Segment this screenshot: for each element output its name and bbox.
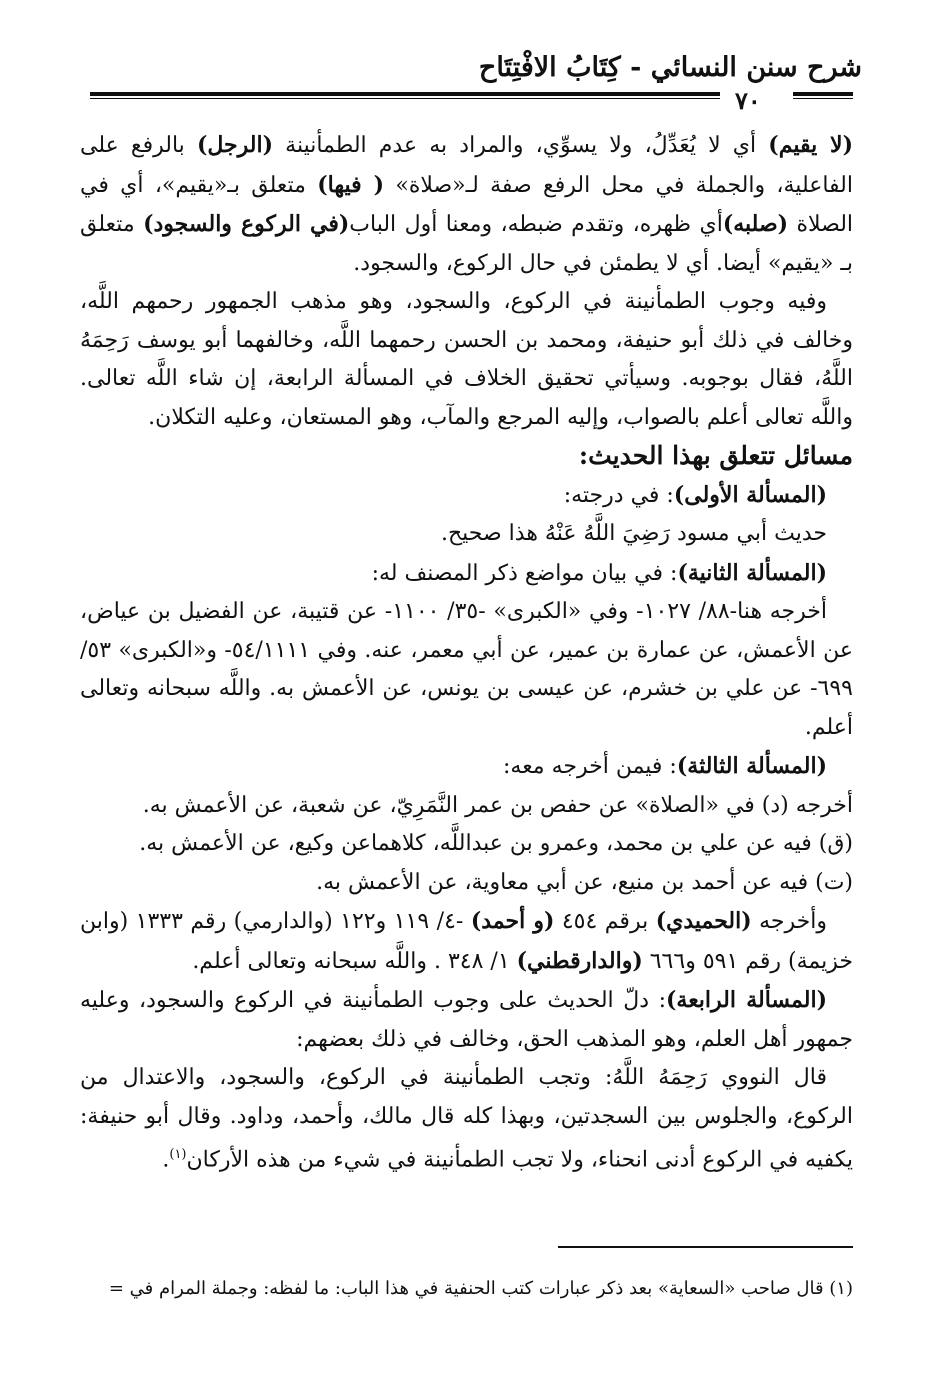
question-3-extra (80, 902, 853, 981)
question-label: (المسألة الثانية) (677, 559, 827, 586)
bold-term: (لا يقيم) (768, 132, 853, 158)
header-rule-short-thin (793, 98, 853, 99)
question-4-quote (80, 1059, 853, 1180)
question-text: : دلّ الحديث على وجوب الطمأنينة في الركوع والسجود، وعليه جمهور أهل العلم، وهو المذهب الحق، وخالف في ذلك بعضهم: (80, 988, 853, 1052)
text-run: متعلق بـ «يقيم» أيضا. أي لا يطمئن في حال الركوع، والسجود. (80, 212, 853, 276)
question-1 (80, 476, 853, 516)
footnote-rule (558, 1246, 853, 1248)
question-3-line: أخرجه (د) في «الصلاة» عن حفص بن عمر النَّمَرِيّ، عن شعبة، عن الأعمش به. (142, 792, 853, 818)
quote-text: قال النووي رَحِمَهُ اللَّهُ: وتجب الطمأنينة في الركوع، والسجود، والاعتدال من الركوع، والجلوس بين السجدتين، وبهذا كله قال مالك، وأحمد، وداود. وقال أبو حنيفة: يكفيه في الركوع أدنى انحناء، ولا تجب الطمأنينة في شيء من هذه الأركان (80, 1065, 853, 1173)
question-2 (80, 554, 853, 594)
paragraph-ruling: وفيه وجوب الطمأنينة في الركوع، والسجود، وهو مذهب الجمهور رحمهم اللَّه، وخالف في ذلك أبو حنيفة، ومحمد بن الحسن رحمهما اللَّه، وخالفهما أبو يوسف رَحِمَهُ اللَّهُ، فقال بوجوبه. وسيأتي تحقيق الخلاف في المسألة الرابعة، إن شاء اللَّه تعالى. واللَّه تعالى أعلم بالصواب، وإليه المرجع والمآب، وهو المستعان، وعليه التكلان. (80, 289, 853, 430)
footnote: (١) قال صاحب «السعاية» بعد ذكر عبارات كتب الحنفية في هذا الباب: ما لفظه: وجملة المرام في = (108, 1278, 853, 1299)
bold-term: (في الركوع والسجود) (143, 211, 350, 237)
text-run: بالرفع على الفاعلية، والجملة في محل الرفع صفة لـ«صلاة» (80, 133, 853, 198)
text-run: متعلق بـ«يقيم»، أي في الصلاة (80, 172, 854, 237)
question-4 (80, 981, 853, 1059)
question-label: (المسألة الثالثة) (676, 753, 827, 779)
question-3-line: (ت) فيه عن أحمد بن منيع، عن أبي معاوية، عن الأعمش به. (316, 869, 853, 895)
bold-term: ( فيها) (317, 171, 385, 198)
header-rule-short (793, 92, 853, 96)
header-rule (90, 92, 720, 96)
question-text: : في بيان مواضع ذكر المصنف له: (371, 560, 678, 586)
question-3-line: (ق) فيه عن علي بن محمد، وعمرو بن عبداللَّه، كلاهماعن وكيع، عن الأعمش به. (139, 831, 853, 856)
bold-term: (الحميدي) (655, 908, 752, 934)
bold-term: (و أحمد) (470, 908, 555, 934)
question-label: (المسألة الأولى) (673, 481, 827, 508)
text-run: -٤/ ١١٩ و١٢٢ (والدارمي) رقم ١٣٣٣ (وابن خزيمة) رقم ٥٩١ و٦٦٦ (80, 909, 853, 974)
text-run: برقم ٤٥٤ (554, 909, 656, 934)
bold-term: (والدارقطني) (516, 947, 643, 974)
bold-term: (صلبه) (722, 211, 789, 237)
text-run: ١/ ٣٤٨ . واللَّه سبحانه وتعالى أعلم. (192, 948, 517, 974)
header-rule-thin (90, 98, 720, 99)
quote-end: . (162, 1147, 170, 1173)
running-title: شرح سنن النسائي - كِتَابُ الافْتِتَاح (478, 52, 862, 83)
text-run: أي لا يُعَدِّلُ، ولا يسوِّي، والمراد به عدم الطمأنينة (273, 133, 769, 158)
text-run: أي ظهره، وتقدم ضبطه، ومعنا أول الباب (349, 212, 723, 237)
bold-term: (الرجل) (196, 132, 273, 158)
question-text: : فيمن أخرجه معه: (502, 754, 677, 779)
question-3 (80, 747, 853, 787)
paragraph-explanation (80, 126, 853, 283)
main-text (80, 126, 853, 1180)
question-1-body: حديث أبي مسود رَضِيَ اللَّهُ عَنْهُ هذا صحيح. (440, 521, 827, 546)
question-2-body: أخرجه هنا-٨٨/ ١٠٢٧- وفي «الكبرى» -٣٥/ ١١٠٠- عن قتيبة، عن الفضيل بن عياض، عن الأعمش، عن عمارة بن عمير، عن أبي معمر، عنه. وفي ٥٤/١١١١- و«الكبرى» ٥٣/ ٦٩٩- عن علي بن خشرم، عن عيسى بن يونس، عن الأعمش به. واللَّه سبحانه وتعالى أعلم. (80, 599, 853, 740)
section-heading: مسائل تتعلق بهذا الحديث: (578, 441, 853, 470)
text-run: وأخرجه (751, 909, 827, 934)
question-label: (المسألة الرابعة) (665, 987, 828, 1013)
page-number: ٧٠ (735, 86, 761, 115)
question-text: : في درجته: (563, 482, 674, 508)
footnote-ref: (١) (169, 1147, 187, 1162)
